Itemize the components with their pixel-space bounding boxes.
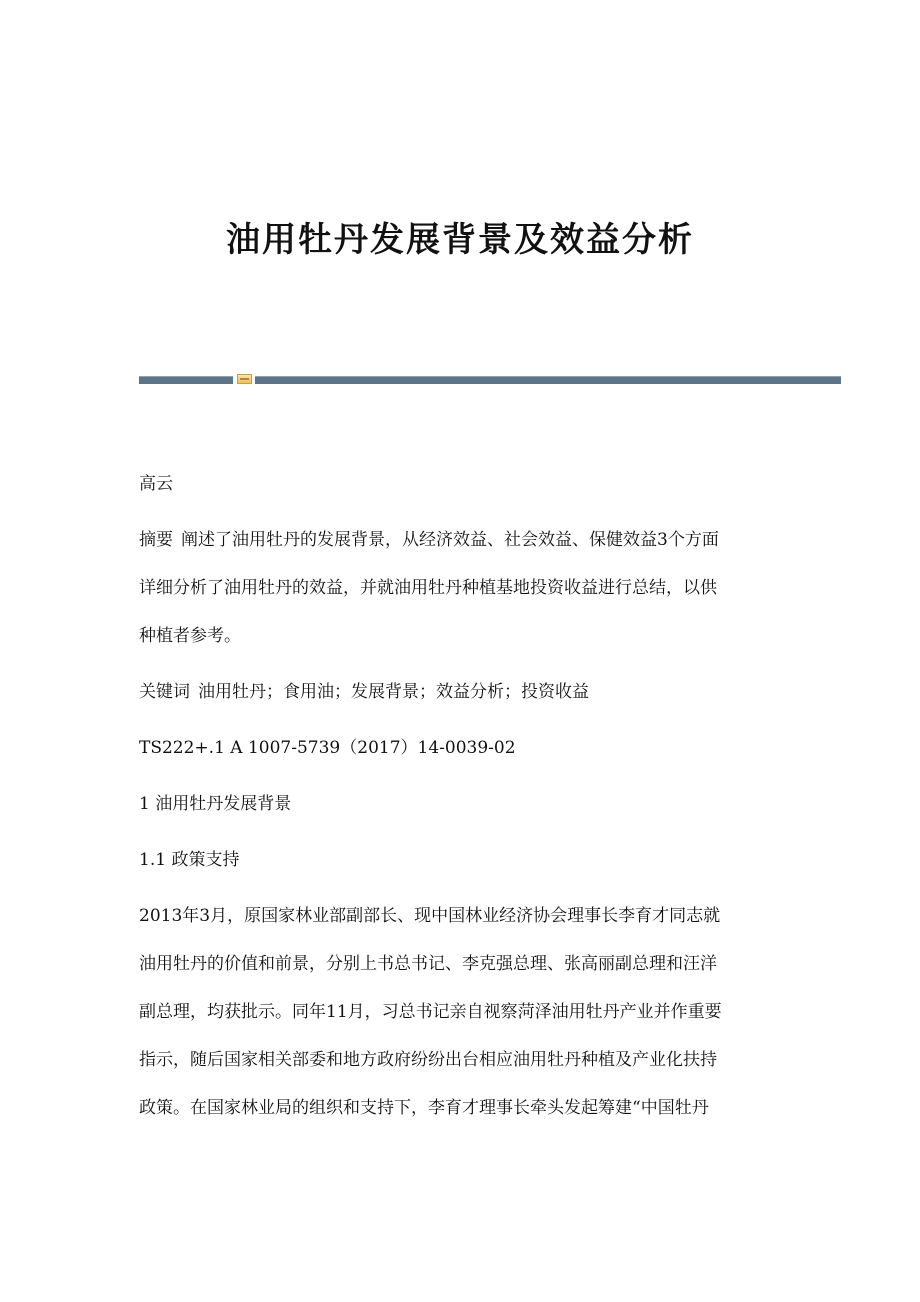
page-title: 油用牡丹发展背景及效益分析: [226, 220, 694, 260]
paragraph-line-5: 政策。在国家林业局的组织和支持下，李育才理事长牵头发起筹建“中国牡丹: [139, 1098, 709, 1118]
divider-bar-left: [139, 376, 233, 384]
keywords-line: [139, 682, 589, 702]
paragraph-line-4: 指示，随后国家相关部委和地方政府纷纷出台相应油用牡丹种植及产业化扶持: [139, 1050, 717, 1070]
abstract-line-2: 详细分析了油用牡丹的效益，并就油用牡丹种植基地投资收益进行总结，以供: [139, 578, 717, 598]
abstract-label: 摘要: [139, 530, 173, 550]
paragraph-line-2: 油用牡丹的价值和前景，分别上书总书记、李克强总理、张高丽副总理和汪洋: [139, 954, 717, 974]
abstract-line-1: [139, 530, 719, 550]
keywords-text: 油用牡丹；食用油；发展背景；效益分析；投资收益: [198, 682, 589, 702]
section-1-1-heading: 1.1 政策支持: [139, 850, 240, 870]
divider-bar-right: [255, 376, 841, 384]
keywords-label: 关键词: [139, 682, 190, 702]
abstract-text: 阐述了油用牡丹的发展背景，从经济效益、社会效益、保健效益3个方面: [181, 530, 719, 550]
abstract-line-3: 种植者参考。: [139, 626, 241, 646]
paragraph-line-1: 2013年3月，原国家林业部副部长、现中国林业经济协会理事长李育才同志就: [139, 906, 721, 926]
classification-line: TS222+.1 A 1007-5739（2017）14-0039-02: [139, 738, 516, 758]
divider-ornament-icon: [237, 374, 252, 384]
section-1-heading: 1 油用牡丹发展背景: [139, 794, 292, 814]
paragraph-line-3: 副总理，均获批示。同年11月，习总书记亲自视察菏泽油用牡丹产业并作重要: [139, 1002, 722, 1022]
title-divider: [139, 374, 841, 384]
author: 高云: [139, 474, 173, 494]
